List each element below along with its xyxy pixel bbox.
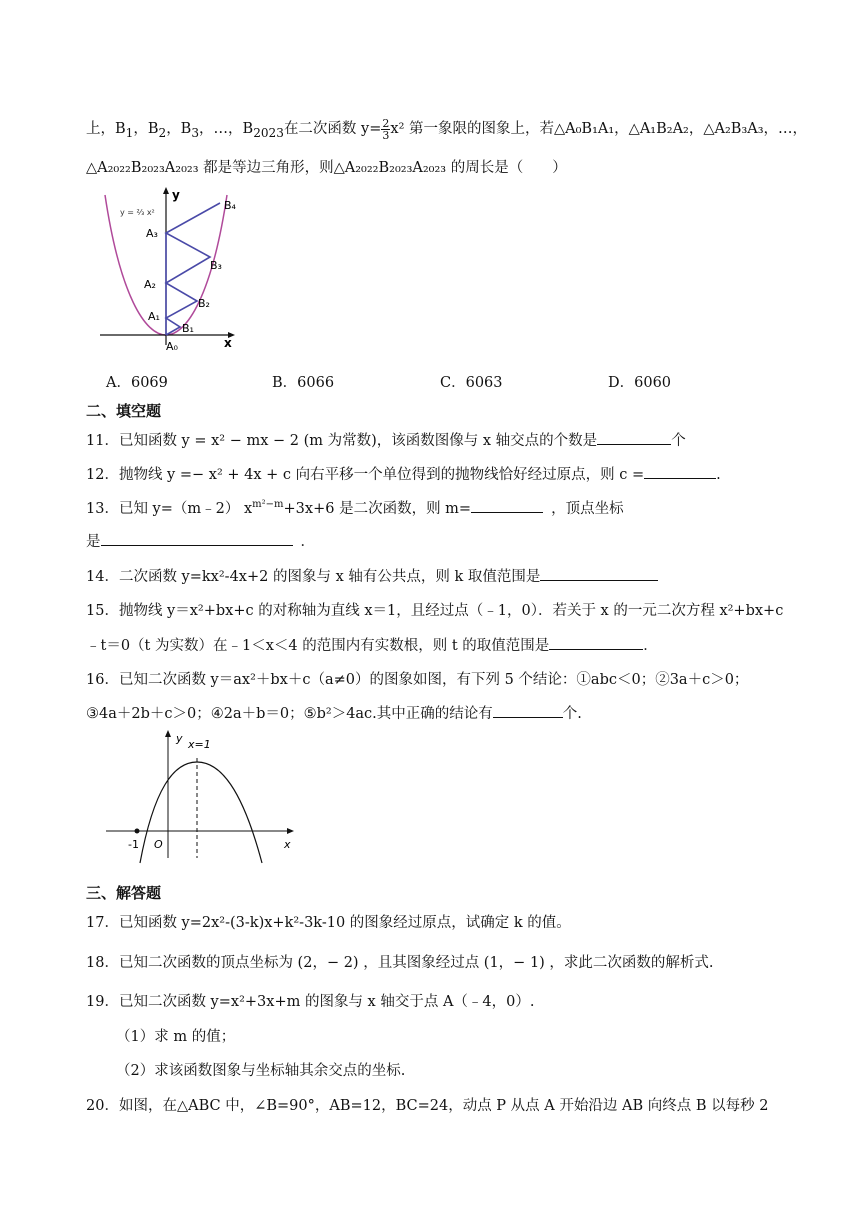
q13-exponent: m²−m (252, 499, 284, 511)
axis-label-x1: x=1 (188, 738, 211, 751)
q10-text: ，B (166, 121, 192, 137)
q10-sub: 2 (158, 125, 167, 140)
label-A3: A₃ (146, 227, 158, 240)
y-axis-arrow-icon (165, 730, 171, 737)
answer-blank (471, 498, 543, 513)
section-heading-fill: 二、填空题 (86, 402, 162, 420)
y-axis-label: y (172, 188, 180, 202)
x-axis-label: x (284, 838, 291, 851)
q10-text: 上，B (86, 121, 126, 137)
q10-line2: △A₂₀₂₂B₂₀₂₃A₂₀₂₃ 都是等边三角形，则△A₂₀₂₂B₂₀₂₃A₂₀₂₃ 的周长是（ ） (86, 160, 567, 176)
label-A2: A₂ (144, 278, 156, 291)
fraction-numerator: 2 (382, 116, 390, 130)
q16-text: ③4a＋2b＋c＞0；④2a＋b＝0；⑤b²＞4ac.其中正确的结论有 (86, 706, 493, 722)
q18: 18．已知二次函数的顶点坐标为 (2，− 2) ，且其图象经过点 (1，− 1) ，求此二次函数的解析式. (86, 955, 714, 971)
option-c: C．6063 (440, 375, 503, 391)
origin-label: O (154, 838, 163, 851)
q12-text: 12．抛物线 y =− x² + 4x + c 向右平移一个单位得到的抛物线恰好经过原点，则 c = (86, 467, 645, 483)
q15-line1: 15．抛物线 y＝x²+bx+c 的对称轴为直线 x＝1，且经过点（﹣1，0）．若关于 x 的一元二次方程 x²+bx+c (86, 603, 784, 619)
y-axis-arrow-icon (163, 187, 169, 194)
y-axis-label: y (176, 732, 183, 745)
x-axis-label: x (224, 336, 232, 350)
answer-blank (549, 635, 643, 650)
q10-sub: 2023 (253, 125, 284, 140)
q13-text: 13．已知 y=（m﹣2） x (86, 501, 253, 517)
q10-text: 在二次函数 y= (283, 121, 382, 137)
option-b: B．6066 (272, 375, 335, 391)
q17: 17．已知函数 y=2x²-(3-k)x+k²-3k-10 的图象经过原点，试确定 k 的值。 (86, 915, 571, 931)
label-A0: A₀ (166, 340, 178, 353)
q16-figure (104, 728, 304, 868)
answer-blank (597, 430, 671, 445)
q10-text: ，…，B (199, 121, 254, 137)
q13-text: ，顶点坐标 (551, 501, 624, 517)
parabola-eq-label: y = ⅔ x² (120, 208, 155, 217)
q10-figure (100, 185, 260, 355)
neg-one-label: -1 (128, 838, 139, 851)
q10-line1 (86, 117, 807, 141)
answer-blank (101, 531, 293, 546)
option-d: D．6060 (608, 375, 672, 391)
q19-line1: 19．已知二次函数 y=x²+3x+m 的图象与 x 轴交于点 A（﹣4，0）. (86, 994, 535, 1010)
label-B4: B₄ (224, 199, 236, 212)
q20: 20．如图，在△ABC 中，∠B=90°，AB=12，BC=24，动点 P 从点 A 开始沿边 AB 向终点 B 以每秒 2 (86, 1098, 769, 1114)
q13-suffix: ． (300, 534, 315, 550)
q19-sub2: （2）求该函数图象与坐标轴其余交点的坐标. (116, 1063, 406, 1079)
q10-text: x² 第一象限的图象上，若△A₀B₁A₁，△A₁B₂A₂，△A₂B₃A₃，…， (390, 121, 808, 137)
option-a: A．6069 (106, 375, 168, 391)
q11 (86, 429, 686, 450)
q10-text: ，B (133, 121, 159, 137)
q19-sub1: （1）求 m 的值； (116, 1029, 236, 1045)
q13-text: +3x+6 是二次函数，则 m= (283, 501, 472, 517)
q14 (86, 565, 658, 586)
q11-text: 11．已知函数 y = x² − mx − 2 (m 为常数)，该函数图像与 x 轴交点的个数是 (86, 433, 598, 449)
point-neg1 (135, 829, 140, 834)
q10-sub: 3 (191, 125, 200, 140)
q16-line1: 16．已知二次函数 y＝ax²＋bx＋c（a≠0）的图象如图，有下列 5 个结论：①abc＜0；②3a＋c＞0； (86, 672, 749, 688)
q10-sub: 1 (125, 125, 134, 140)
q12-suffix: . (716, 467, 721, 483)
q13-line1 (86, 497, 624, 518)
answer-blank (644, 464, 716, 479)
q12 (86, 463, 721, 484)
label-A1: A₁ (148, 310, 160, 323)
q15-suffix: ． (643, 638, 658, 654)
q15-text: ﹣t＝0（t 为实数）在﹣1＜x＜4 的范围内有实数根，则 t 的取值范围是 (86, 638, 550, 654)
q16-suffix: 个. (562, 706, 582, 722)
q15-line2 (86, 634, 658, 655)
fraction-denominator: 3 (382, 128, 390, 142)
label-B1: B₁ (182, 322, 194, 335)
q16-line2 (86, 702, 582, 723)
q11-suffix: 个 (671, 433, 686, 449)
q13-line2 (86, 530, 315, 551)
label-B2: B₂ (198, 297, 210, 310)
answer-blank (493, 703, 563, 718)
x-axis-arrow-icon (287, 828, 294, 834)
answer-blank (540, 566, 658, 581)
q13-text: 是 (86, 534, 101, 550)
q14-text: 14．二次函数 y=kx²-4x+2 的图象与 x 轴有公共点，则 k 取值范围是 (86, 569, 541, 585)
section-heading-solve: 三、解答题 (86, 884, 162, 902)
label-B3: B₃ (210, 259, 222, 272)
